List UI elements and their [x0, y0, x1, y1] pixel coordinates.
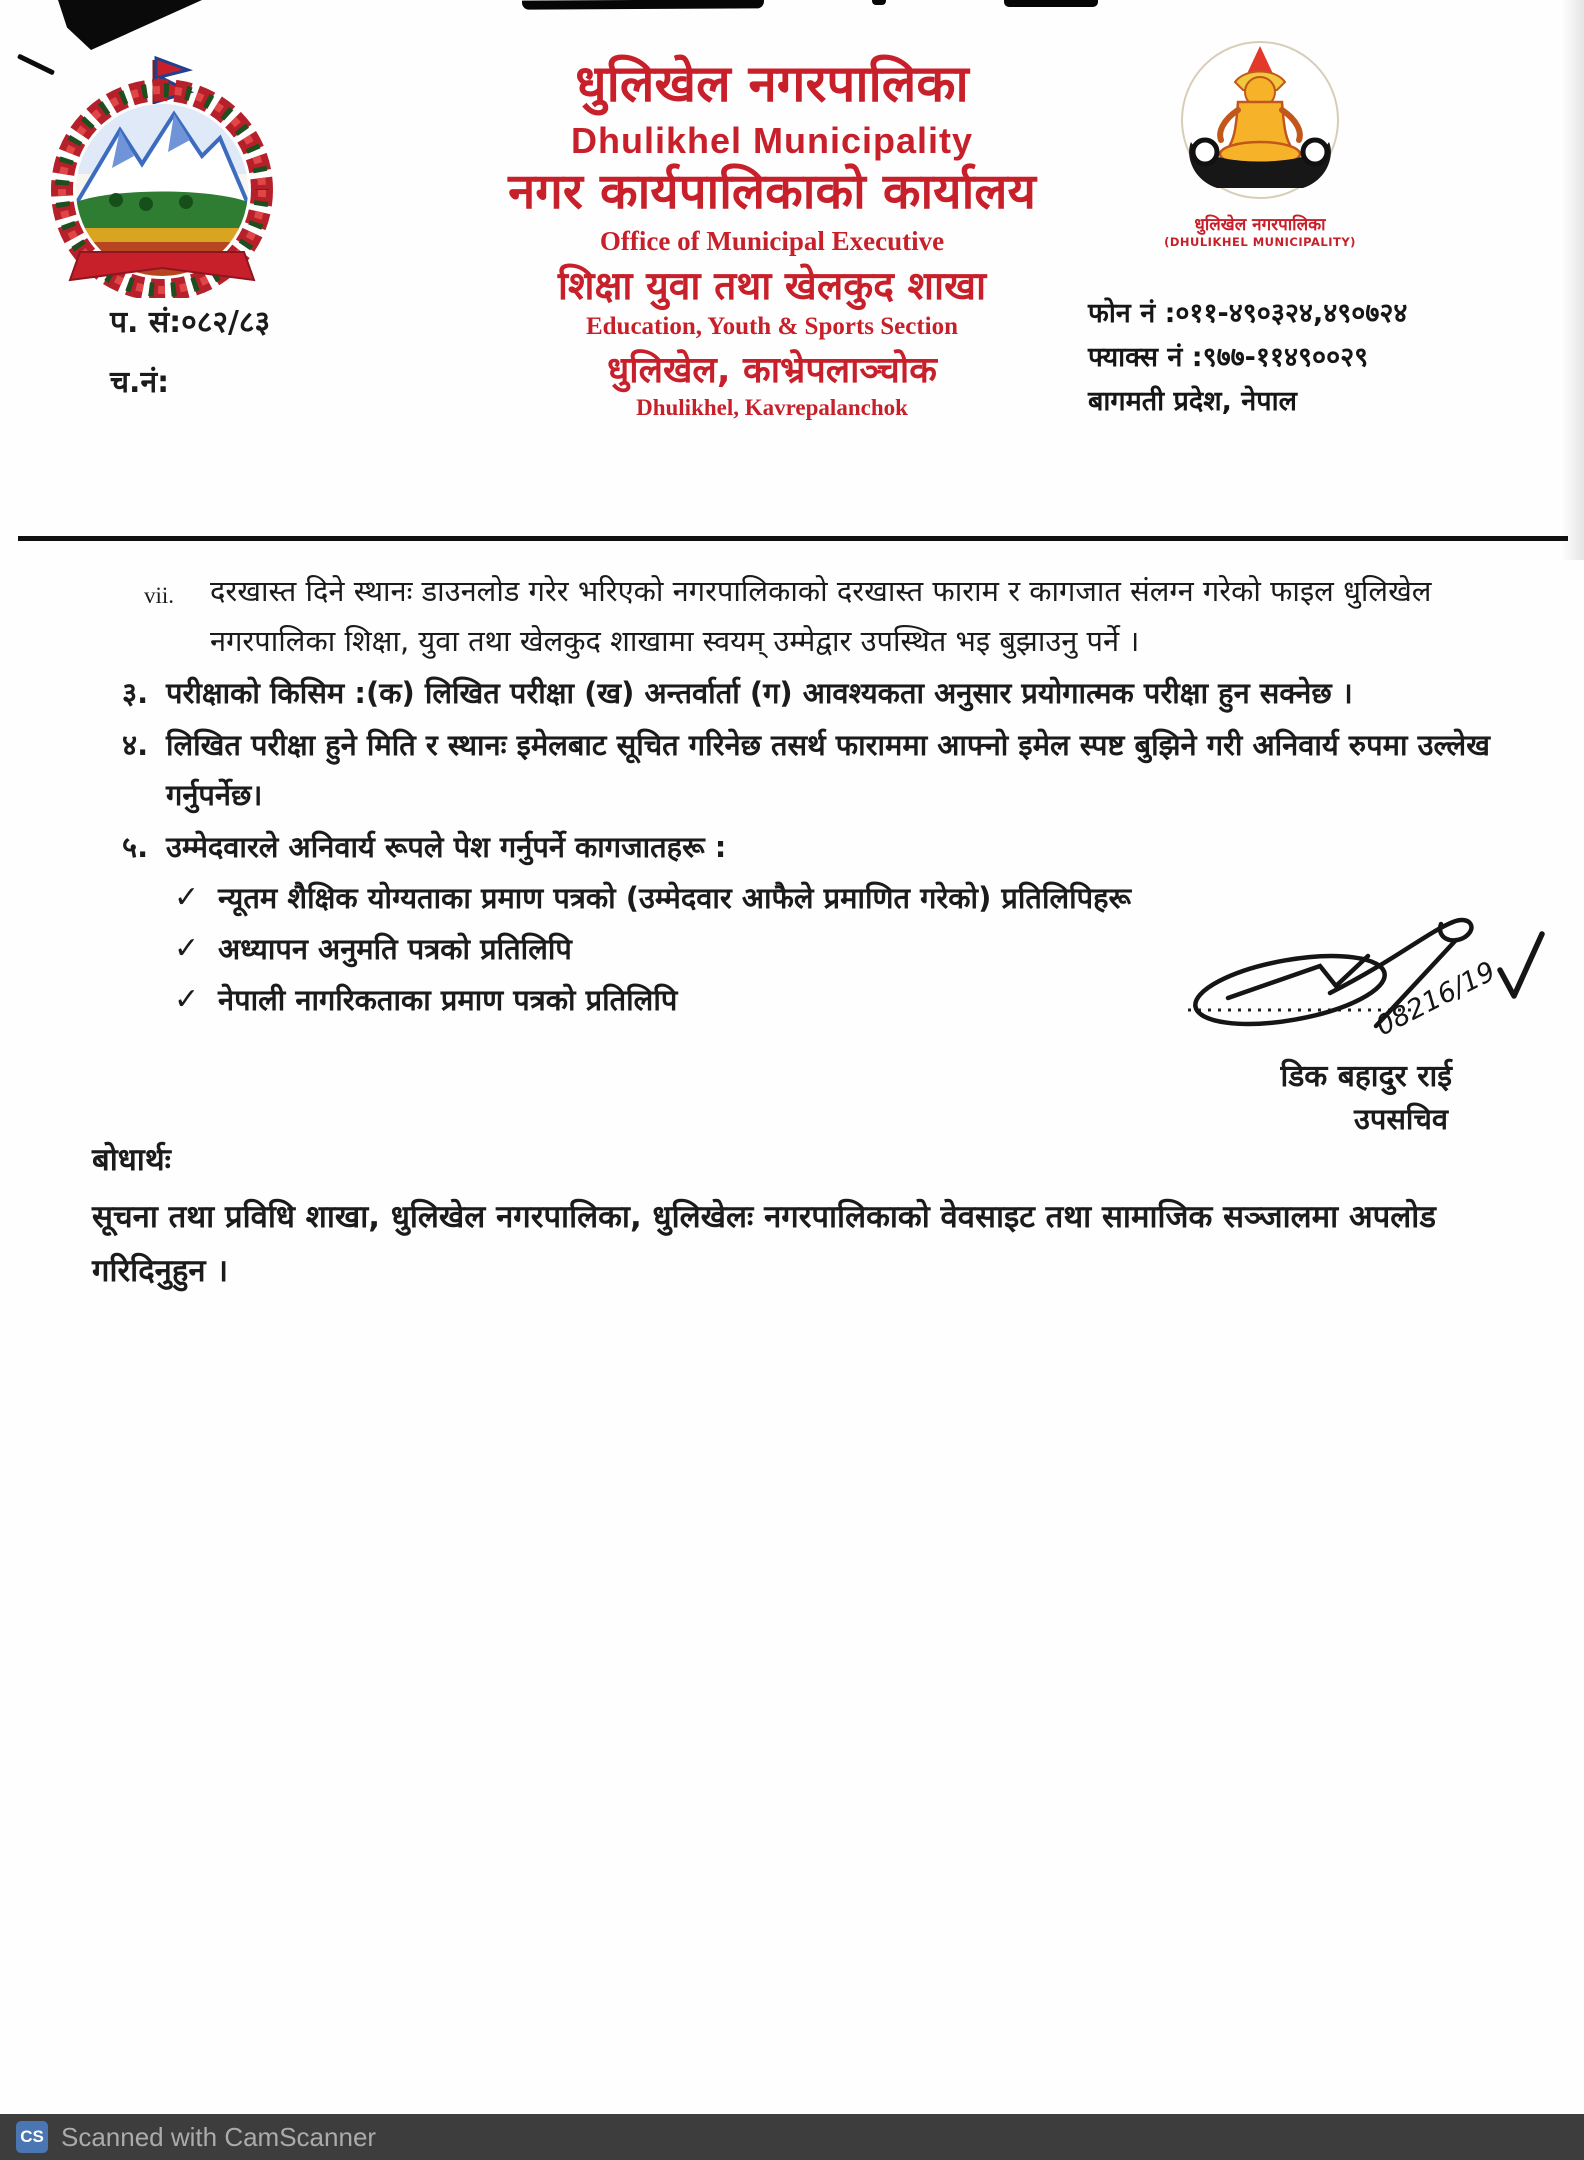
handwritten-signature — [1170, 898, 1560, 1068]
camscanner-watermark-text: Scanned with CamScanner — [61, 2121, 377, 2152]
list-item — [108, 668, 1520, 718]
list-item — [108, 822, 1520, 872]
municipality-title-nepali: धुलिखेल नगरपालिका — [575, 55, 969, 114]
cc-note-text: सूचना तथा प्रविधि शाखा, धुलिखेल नगरपालिका, धुलिखेलः नगरपालिकाको वेवसाइट तथा सामाजिक सञ्जालमा अपलोड गरिदिनुहुन । — [92, 1199, 1436, 1289]
checklist-item-text: नेपाली नागरिकताका प्रमाण पत्रको प्रतिलिपि — [218, 983, 678, 1017]
scan-top-streak-artifact — [1004, 0, 1098, 7]
reference-block — [110, 305, 271, 400]
municipality-seal — [1158, 38, 1362, 249]
reference-number: प. सं:०८२/८३ — [110, 305, 271, 340]
place-title-english: Dhulikhel, Kavrepalanchok — [636, 394, 908, 420]
office-title-nepali: नगर कार्यपालिकाको कार्यालय — [508, 163, 1036, 221]
scan-top-dot-artifact — [872, 0, 886, 5]
list-item-marker: vii. — [144, 583, 175, 608]
signature-scribble-date: 08216/19 — [1371, 955, 1501, 1043]
seal-caption-nepali: धुलिखेल नगरपालिका — [1194, 215, 1326, 235]
municipality-title-english: Dhulikhel Municipality — [570, 120, 974, 162]
province-line: बागमती प्रदेश, नेपाल — [1088, 386, 1297, 417]
dispatch-number: च.नं: — [110, 365, 170, 400]
deity-seal-icon — [1165, 38, 1355, 210]
header-divider-rule — [18, 536, 1568, 541]
camscanner-logo-icon: CS — [16, 2121, 48, 2153]
phone-line: फोन नं :०११-४९०३२४,४९०७२४ — [1088, 298, 1408, 329]
signatory-title: उपसचिव — [1353, 1102, 1448, 1136]
check-icon: ✓ — [174, 880, 200, 915]
contact-block — [1088, 292, 1568, 424]
check-icon: ✓ — [174, 931, 200, 966]
list-item-text: दरखास्त दिने स्थानः डाउनलोड गरेर भरिएको नगरपालिकाको दरखास्त फाराम र कागजात संलग्न गरेको फाइल धुलिखेल नगरपालिका शिक्षा, युवा तथा खेलकुद शाखामा स्वयम् उम्मेद्वार उपस्थित भइ बुझाउनु पर्ने । — [210, 574, 1432, 658]
section-title-nepali: शिक्षा युवा तथा खेलकुद शाखा — [557, 263, 987, 309]
list-item-marker: ४. — [122, 728, 149, 762]
municipality-crest-icon — [50, 52, 274, 298]
list-item-marker: ५. — [122, 830, 149, 864]
scan-corner-tear-artifact — [52, 0, 202, 50]
fax-line: फ्याक्स नं :९७७-११४९००२९ — [1088, 342, 1369, 373]
list-item — [108, 566, 1520, 666]
scan-edge-shadow — [1562, 0, 1584, 560]
list-item-text: उम्मेदवारले अनिवार्य रूपले पेश गर्नुपर्ने कागजातहरू : — [166, 830, 727, 864]
list-item-marker: ३. — [122, 676, 149, 710]
list-item — [108, 720, 1520, 820]
list-item-text: परीक्षाको किसिम :(क) लिखित परीक्षा (ख) अन्तर्वार्ता (ग) आवश्यकता अनुसार प्रयोगात्मक परीक्षा हुन सक्नेछ । — [166, 676, 1353, 710]
letterhead — [372, 56, 1172, 420]
check-icon: ✓ — [174, 982, 200, 1017]
list-item-text: लिखित परीक्षा हुने मिति र स्थानः इमेलबाट सूचित गरिनेछ तसर्थ फाराममा आफ्नो इमेल स्पष्ट बुझिने गरी अनिवार्य रुपमा उल्लेख गर्नुपर्नेछ। — [166, 728, 1490, 812]
checklist-item-text: न्यूतम शैक्षिक योग्यताका प्रमाण पत्रको (उम्मेदवार आफैले प्रमाणित गरेको) प्रतिलिपिहरू — [218, 881, 1132, 915]
signatory-block — [1130, 1056, 1452, 1140]
cc-note-heading: बोधार्थः — [92, 1142, 171, 1178]
place-title-nepali: धुलिखेल, काभ्रेपलाञ्चोक — [607, 350, 937, 392]
office-title-english: Office of Municipal Executive — [599, 226, 945, 257]
seal-caption-english: (DHULIKHEL MUNICIPALITY) — [1164, 235, 1356, 249]
scan-top-streak-artifact — [522, 0, 764, 10]
signatory-name: डिक बहादुर राई — [1280, 1059, 1452, 1094]
section-title-english: Education, Youth & Sports Section — [585, 313, 959, 341]
checklist-item-text: अध्यापन अनुमति पत्रको प्रतिलिपि — [218, 932, 572, 966]
camscanner-watermark-bar — [0, 2114, 1584, 2160]
